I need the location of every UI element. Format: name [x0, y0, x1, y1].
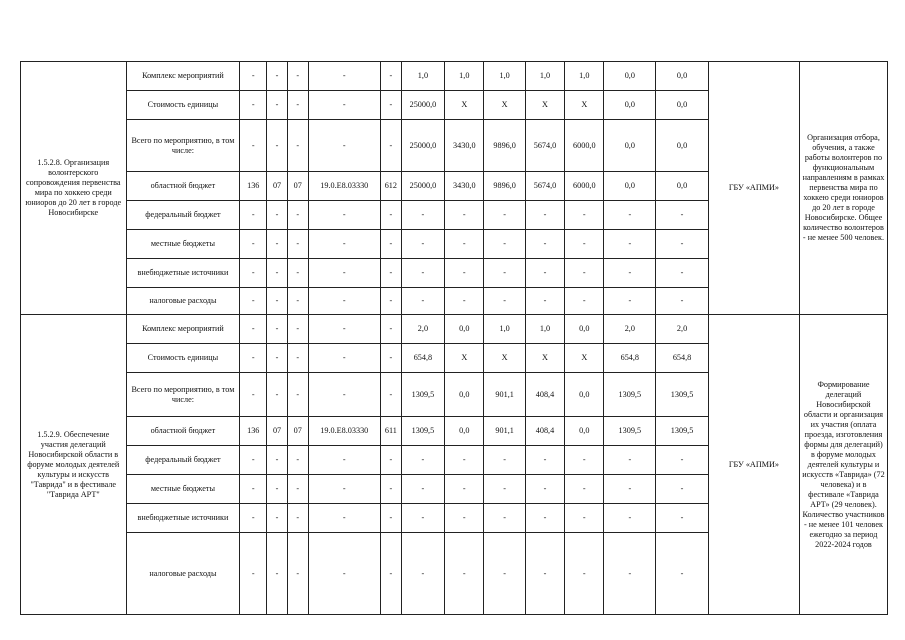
- value-cell: -: [287, 201, 308, 230]
- value-cell: 612: [381, 172, 402, 201]
- value-cell: -: [308, 504, 380, 533]
- value-cell: -: [240, 475, 267, 504]
- value-cell: 0,0: [604, 172, 656, 201]
- value-cell: -: [484, 201, 525, 230]
- value-cell: 2,0: [604, 315, 656, 344]
- value-cell: -: [287, 62, 308, 91]
- value-cell: -: [287, 91, 308, 120]
- value-cell: -: [656, 230, 709, 259]
- value-cell: 25000,0: [401, 172, 444, 201]
- funding-source-label: Комплекс мероприятий: [126, 62, 240, 91]
- value-cell: -: [565, 475, 604, 504]
- value-cell: -: [525, 201, 564, 230]
- value-cell: 0,0: [565, 373, 604, 417]
- value-cell: -: [240, 288, 267, 315]
- value-cell: -: [240, 315, 267, 344]
- table-row: [21, 315, 888, 344]
- value-cell: -: [267, 230, 288, 259]
- funding-source-label: местные бюджеты: [126, 230, 240, 259]
- value-cell: -: [267, 446, 288, 475]
- value-cell: -: [445, 230, 484, 259]
- value-cell: -: [401, 475, 444, 504]
- value-cell: -: [525, 230, 564, 259]
- activity-name-cell: 1.5.2.8. Организация волонтерского сопровождения первенства мира по хоккею среди юниоров до 20 лет в городе Новосибирске: [21, 62, 127, 315]
- value-cell: -: [656, 504, 709, 533]
- funding-source-label: Стоимость единицы: [126, 344, 240, 373]
- value-cell: -: [267, 475, 288, 504]
- value-cell: -: [267, 62, 288, 91]
- value-cell: -: [240, 533, 267, 615]
- value-cell: -: [484, 288, 525, 315]
- value-cell: -: [401, 504, 444, 533]
- activity-name-cell: 1.5.2.9. Обеспечение участия делегаций Новосибирской области в форуме молодых деятелей культуры и искусств "Таврида" и в фестивале "Таврида АРТ": [21, 315, 127, 615]
- value-cell: -: [308, 475, 380, 504]
- value-cell: -: [484, 475, 525, 504]
- table-body: [21, 62, 888, 615]
- value-cell: 6000,0: [565, 172, 604, 201]
- expected-result-cell: Формирование делегаций Новосибирской области и организация их участия (оплата проезда, изготовления формы для делегаций) в форуме молодых деятелей культуры и искусств «Таврида» (72 человека) и в фестивале «Таврида АРТ» (29 человек). Количество участников - не менее 101 человек ежегодно за период 2022-2024 годов: [799, 315, 887, 615]
- value-cell: -: [287, 288, 308, 315]
- value-cell: -: [401, 259, 444, 288]
- value-cell: 19.0.E8.03330: [308, 172, 380, 201]
- program-table: [20, 61, 888, 615]
- executor-cell: ГБУ «АПМИ»: [708, 315, 799, 615]
- value-cell: -: [565, 201, 604, 230]
- value-cell: -: [381, 259, 402, 288]
- funding-source-label: Стоимость единицы: [126, 91, 240, 120]
- value-cell: -: [525, 288, 564, 315]
- value-cell: -: [445, 475, 484, 504]
- funding-source-label: внебюджетные источники: [126, 259, 240, 288]
- value-cell: -: [308, 259, 380, 288]
- value-cell: 5674,0: [525, 120, 564, 172]
- value-cell: -: [656, 533, 709, 615]
- value-cell: 654,8: [656, 344, 709, 373]
- value-cell: -: [267, 91, 288, 120]
- value-cell: 07: [267, 172, 288, 201]
- value-cell: 0,0: [656, 91, 709, 120]
- value-cell: 0,0: [656, 172, 709, 201]
- funding-source-label: областной бюджет: [126, 172, 240, 201]
- value-cell: 1,0: [401, 62, 444, 91]
- value-cell: -: [381, 504, 402, 533]
- value-cell: 1309,5: [401, 417, 444, 446]
- value-cell: -: [604, 475, 656, 504]
- value-cell: -: [287, 533, 308, 615]
- value-cell: -: [401, 288, 444, 315]
- value-cell: -: [604, 201, 656, 230]
- value-cell: Х: [525, 91, 564, 120]
- value-cell: 0,0: [604, 62, 656, 91]
- value-cell: -: [381, 62, 402, 91]
- value-cell: 1,0: [525, 62, 564, 91]
- value-cell: 408,4: [525, 417, 564, 446]
- value-cell: -: [445, 201, 484, 230]
- value-cell: -: [267, 201, 288, 230]
- value-cell: -: [240, 201, 267, 230]
- value-cell: 07: [287, 172, 308, 201]
- value-cell: 611: [381, 417, 402, 446]
- value-cell: 901,1: [484, 373, 525, 417]
- funding-source-label: местные бюджеты: [126, 475, 240, 504]
- value-cell: -: [525, 259, 564, 288]
- value-cell: 0,0: [445, 373, 484, 417]
- value-cell: Х: [445, 344, 484, 373]
- value-cell: Х: [525, 344, 564, 373]
- value-cell: -: [267, 288, 288, 315]
- value-cell: -: [484, 230, 525, 259]
- value-cell: -: [565, 288, 604, 315]
- expected-result-cell: Организация отбора, обучения, а также работы волонтеров по функциональным направлениям в рамках первенства мира по хоккею среди юниоров до 20 лет в городе Новосибирске. Общее количество волонтеров - не менее 500 человек.: [799, 62, 887, 315]
- value-cell: 6000,0: [565, 120, 604, 172]
- value-cell: -: [381, 315, 402, 344]
- value-cell: -: [267, 344, 288, 373]
- value-cell: -: [308, 288, 380, 315]
- value-cell: -: [604, 288, 656, 315]
- value-cell: 1,0: [484, 315, 525, 344]
- value-cell: 07: [267, 417, 288, 446]
- value-cell: -: [287, 344, 308, 373]
- value-cell: -: [604, 504, 656, 533]
- funding-source-label: областной бюджет: [126, 417, 240, 446]
- value-cell: -: [604, 230, 656, 259]
- value-cell: -: [604, 446, 656, 475]
- value-cell: 1309,5: [656, 373, 709, 417]
- value-cell: 136: [240, 172, 267, 201]
- funding-source-label: федеральный бюджет: [126, 201, 240, 230]
- value-cell: 1,0: [445, 62, 484, 91]
- value-cell: 9896,0: [484, 120, 525, 172]
- value-cell: 0,0: [656, 120, 709, 172]
- value-cell: 0,0: [445, 417, 484, 446]
- value-cell: 1,0: [565, 62, 604, 91]
- value-cell: -: [240, 91, 267, 120]
- value-cell: -: [381, 344, 402, 373]
- value-cell: -: [381, 120, 402, 172]
- value-cell: -: [267, 533, 288, 615]
- value-cell: -: [381, 475, 402, 504]
- value-cell: -: [308, 344, 380, 373]
- funding-source-label: внебюджетные источники: [126, 504, 240, 533]
- value-cell: -: [308, 62, 380, 91]
- value-cell: -: [287, 315, 308, 344]
- value-cell: -: [445, 504, 484, 533]
- value-cell: 1309,5: [604, 417, 656, 446]
- value-cell: -: [240, 373, 267, 417]
- value-cell: -: [308, 315, 380, 344]
- value-cell: 9896,0: [484, 172, 525, 201]
- value-cell: -: [656, 259, 709, 288]
- value-cell: 408,4: [525, 373, 564, 417]
- value-cell: -: [656, 201, 709, 230]
- value-cell: 07: [287, 417, 308, 446]
- funding-source-label: федеральный бюджет: [126, 446, 240, 475]
- value-cell: 654,8: [401, 344, 444, 373]
- value-cell: 1309,5: [604, 373, 656, 417]
- value-cell: -: [267, 120, 288, 172]
- value-cell: 0,0: [565, 315, 604, 344]
- value-cell: Х: [484, 344, 525, 373]
- value-cell: -: [308, 120, 380, 172]
- value-cell: -: [401, 230, 444, 259]
- value-cell: -: [525, 446, 564, 475]
- value-cell: 1,0: [525, 315, 564, 344]
- value-cell: -: [525, 475, 564, 504]
- value-cell: -: [525, 533, 564, 615]
- value-cell: -: [381, 533, 402, 615]
- value-cell: 25000,0: [401, 91, 444, 120]
- value-cell: -: [267, 504, 288, 533]
- value-cell: -: [381, 373, 402, 417]
- value-cell: -: [287, 475, 308, 504]
- value-cell: -: [240, 230, 267, 259]
- value-cell: -: [381, 446, 402, 475]
- value-cell: -: [381, 288, 402, 315]
- value-cell: -: [308, 201, 380, 230]
- value-cell: 1309,5: [656, 417, 709, 446]
- value-cell: -: [267, 259, 288, 288]
- value-cell: -: [525, 504, 564, 533]
- value-cell: 1309,5: [401, 373, 444, 417]
- value-cell: 2,0: [656, 315, 709, 344]
- value-cell: -: [381, 201, 402, 230]
- value-cell: -: [604, 259, 656, 288]
- value-cell: -: [445, 533, 484, 615]
- value-cell: -: [240, 62, 267, 91]
- value-cell: Х: [484, 91, 525, 120]
- value-cell: -: [445, 446, 484, 475]
- value-cell: -: [445, 288, 484, 315]
- value-cell: -: [484, 504, 525, 533]
- table-row: [21, 62, 888, 91]
- value-cell: -: [401, 533, 444, 615]
- value-cell: 0,0: [565, 417, 604, 446]
- value-cell: -: [308, 373, 380, 417]
- value-cell: -: [308, 533, 380, 615]
- value-cell: -: [401, 201, 444, 230]
- value-cell: -: [287, 230, 308, 259]
- value-cell: -: [287, 373, 308, 417]
- value-cell: -: [565, 504, 604, 533]
- value-cell: -: [240, 259, 267, 288]
- value-cell: 901,1: [484, 417, 525, 446]
- funding-source-label: налоговые расходы: [126, 288, 240, 315]
- value-cell: -: [287, 446, 308, 475]
- value-cell: -: [267, 373, 288, 417]
- value-cell: -: [565, 230, 604, 259]
- value-cell: -: [445, 259, 484, 288]
- value-cell: -: [287, 259, 308, 288]
- executor-cell: ГБУ «АПМИ»: [708, 62, 799, 315]
- value-cell: -: [604, 533, 656, 615]
- value-cell: -: [287, 504, 308, 533]
- value-cell: -: [267, 315, 288, 344]
- value-cell: 0,0: [604, 120, 656, 172]
- value-cell: -: [287, 120, 308, 172]
- value-cell: 654,8: [604, 344, 656, 373]
- value-cell: 0,0: [604, 91, 656, 120]
- funding-source-label: Комплекс мероприятий: [126, 315, 240, 344]
- value-cell: 5674,0: [525, 172, 564, 201]
- value-cell: -: [240, 446, 267, 475]
- value-cell: -: [484, 446, 525, 475]
- value-cell: 0,0: [445, 315, 484, 344]
- value-cell: -: [308, 446, 380, 475]
- value-cell: Х: [565, 344, 604, 373]
- value-cell: -: [484, 259, 525, 288]
- value-cell: -: [565, 446, 604, 475]
- funding-source-label: налоговые расходы: [126, 533, 240, 615]
- value-cell: -: [308, 230, 380, 259]
- value-cell: 25000,0: [401, 120, 444, 172]
- value-cell: 3430,0: [445, 172, 484, 201]
- value-cell: -: [240, 120, 267, 172]
- value-cell: -: [308, 91, 380, 120]
- value-cell: 136: [240, 417, 267, 446]
- value-cell: -: [656, 288, 709, 315]
- value-cell: 3430,0: [445, 120, 484, 172]
- value-cell: Х: [565, 91, 604, 120]
- value-cell: -: [401, 446, 444, 475]
- funding-source-label: Всего по мероприятию, в том числе:: [126, 120, 240, 172]
- value-cell: 19.0.E8.03330: [308, 417, 380, 446]
- value-cell: -: [656, 446, 709, 475]
- value-cell: -: [484, 533, 525, 615]
- value-cell: -: [565, 533, 604, 615]
- value-cell: -: [381, 230, 402, 259]
- value-cell: -: [381, 91, 402, 120]
- value-cell: 2,0: [401, 315, 444, 344]
- value-cell: -: [656, 475, 709, 504]
- value-cell: 1,0: [484, 62, 525, 91]
- funding-source-label: Всего по мероприятию, в том числе:: [126, 373, 240, 417]
- value-cell: -: [240, 504, 267, 533]
- value-cell: -: [240, 344, 267, 373]
- value-cell: 0,0: [656, 62, 709, 91]
- value-cell: -: [565, 259, 604, 288]
- value-cell: Х: [445, 91, 484, 120]
